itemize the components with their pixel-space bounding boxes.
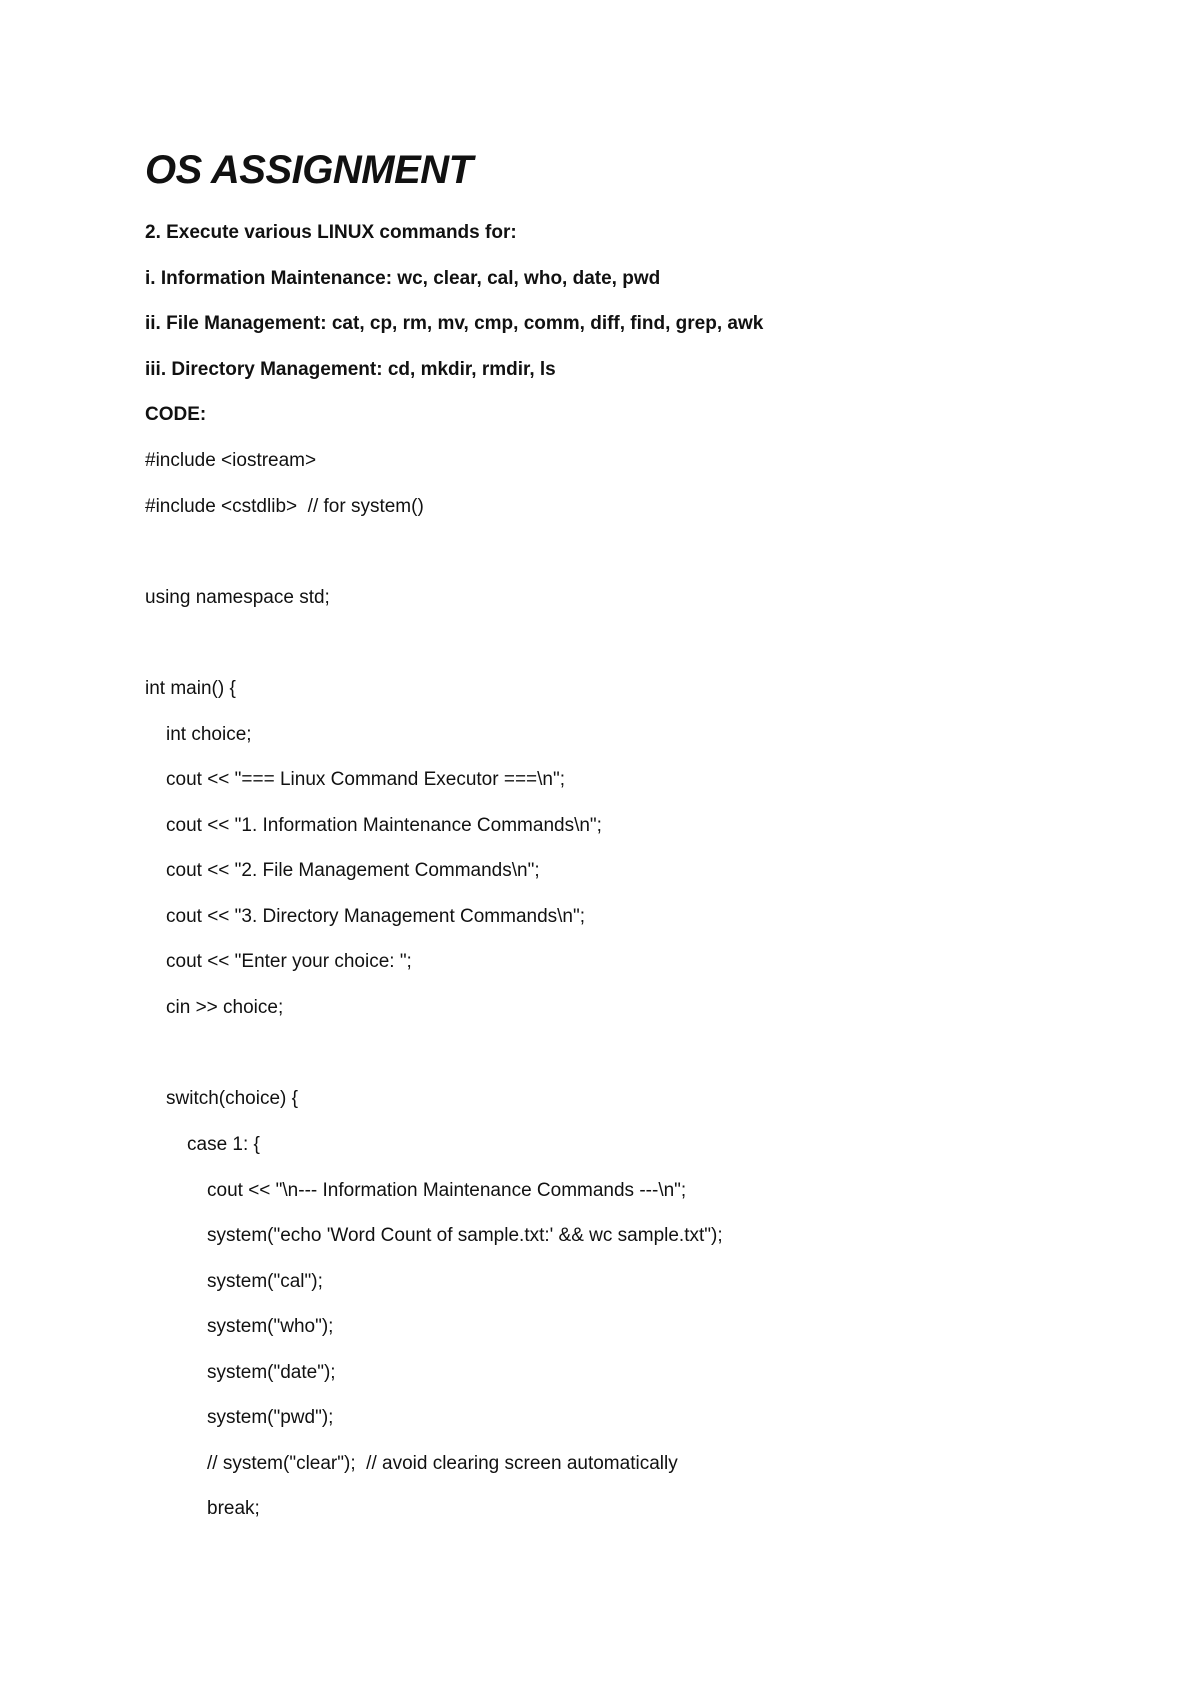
subtask-directory-management: iii. Directory Management: cd, mkdir, rmdir, ls [145,359,556,380]
code-line: #include <cstdlib> // for system() [145,496,424,517]
code-line: int main() { [145,678,236,699]
code-line: cout << "\n--- Information Maintenance Commands ---\n"; [207,1180,687,1201]
code-line: system("cal"); [207,1271,323,1292]
code-line: system("date"); [207,1362,336,1383]
subtask-information-maintenance: i. Information Maintenance: wc, clear, cal, who, date, pwd [145,268,661,289]
code-line: cin >> choice; [166,997,284,1018]
code-line: #include <iostream> [145,450,317,471]
code-line: cout << "3. Directory Management Commands\n"; [166,906,586,927]
code-line: cout << "2. File Management Commands\n"; [166,860,540,881]
subtask-file-management: ii. File Management: cat, cp, rm, mv, cmp, comm, diff, find, grep, awk [145,313,764,334]
code-line: system("echo 'Word Count of sample.txt:' && wc sample.txt"); [207,1225,723,1246]
code-line: // system("clear"); // avoid clearing screen automatically [207,1453,678,1474]
code-line: using namespace std; [145,587,330,608]
code-line: break; [207,1498,260,1519]
code-line: case 1: { [187,1134,260,1155]
code-line: cout << "=== Linux Command Executor ===\n"; [166,769,566,790]
document-title: OS ASSIGNMENT [145,148,473,192]
code-line: int choice; [166,724,252,745]
code-line: cout << "Enter your choice: "; [166,951,412,972]
code-line: system("pwd"); [207,1407,334,1428]
code-heading: CODE: [145,404,207,425]
code-line: system("who"); [207,1316,334,1337]
code-line: switch(choice) { [166,1088,298,1109]
task-heading: 2. Execute various LINUX commands for: [145,222,517,243]
code-line: cout << "1. Information Maintenance Commands\n"; [166,815,602,836]
